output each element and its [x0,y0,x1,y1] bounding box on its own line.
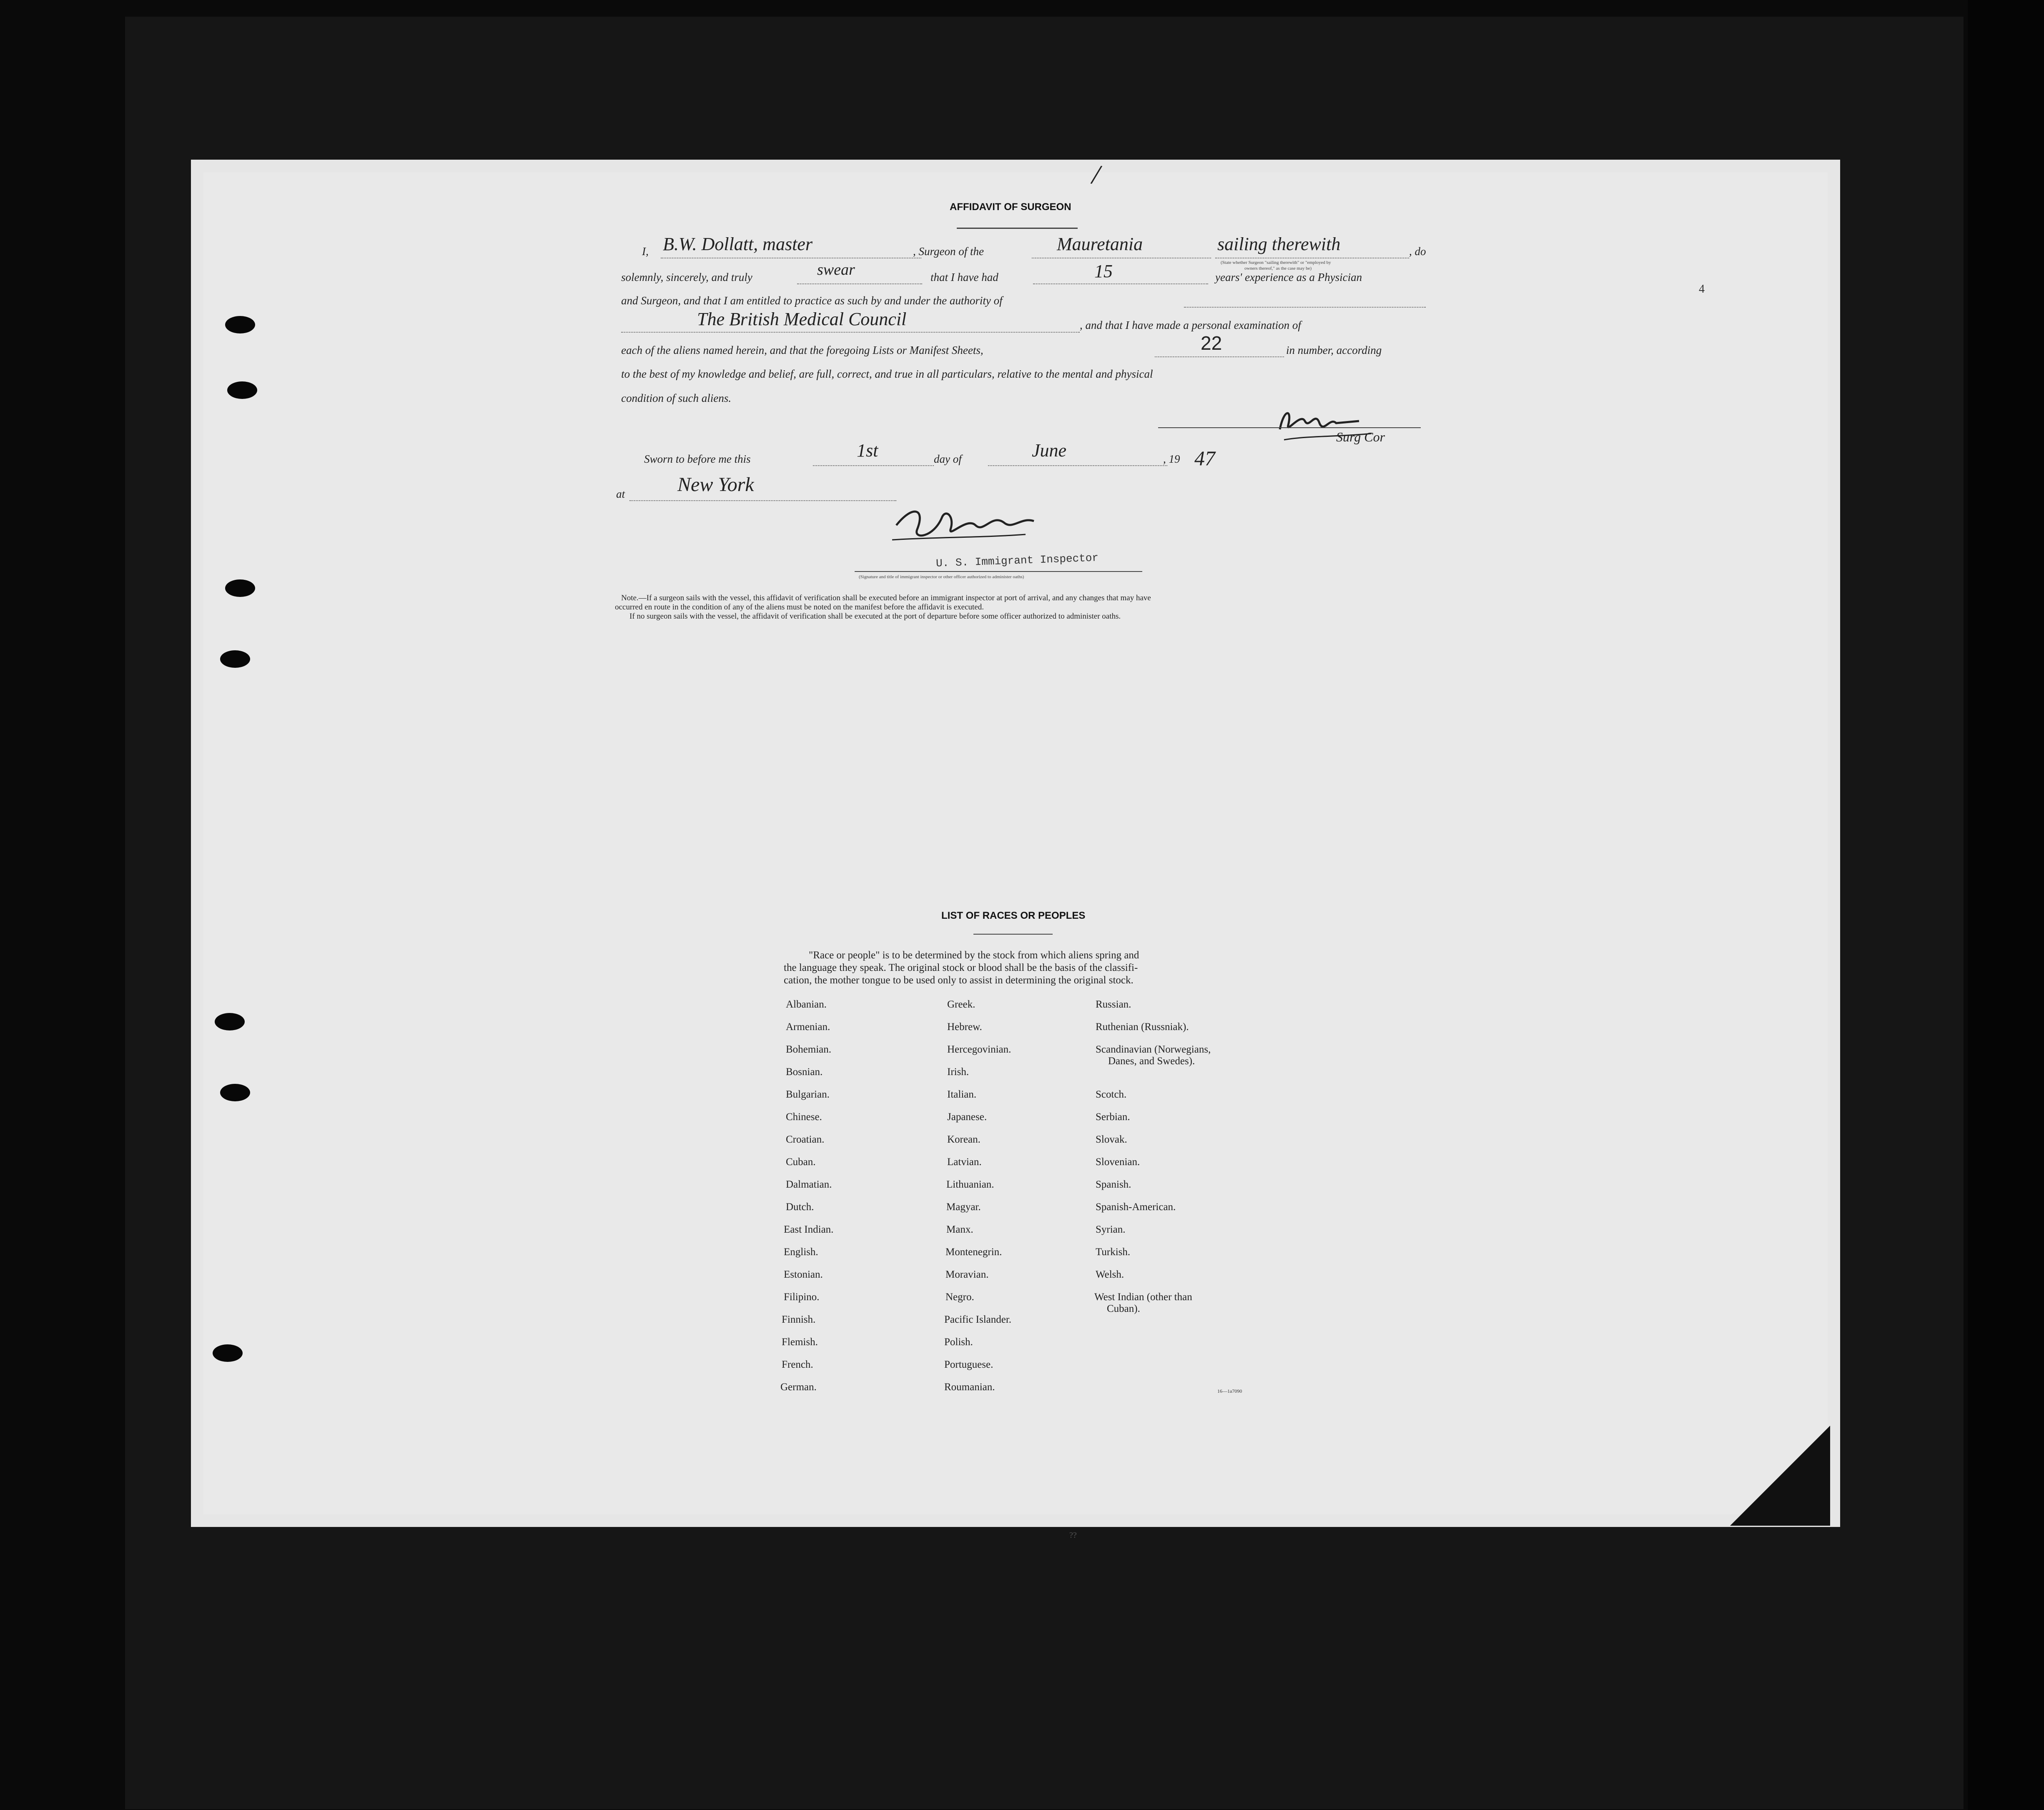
race-item: Dalmatian. [786,1179,832,1190]
race-item: Negro. [946,1291,974,1303]
race-item: Montenegrin. [946,1246,1002,1258]
experience-text: years' experience as a Physician [1215,271,1362,283]
race-item: Danes, and Swedes). [1108,1055,1195,1067]
races-intro-1: "Race or people" is to be determined by the stock from which aliens spring and [809,950,1139,961]
race-item: Spanish. [1096,1179,1131,1190]
page-number: 4 [1699,283,1705,296]
condition-text: condition of such aliens. [621,392,731,404]
sworn-year: 47 [1194,446,1215,470]
surgeon-of-text: , Surgeon of the [913,245,984,258]
race-item: Russian. [1096,999,1131,1010]
race-item: Albanian. [786,999,827,1010]
race-item: Welsh. [1096,1269,1124,1280]
punch-hole [225,316,255,333]
race-item: Chinese. [786,1111,822,1123]
surgeon-name: B.W. Dollatt, master [663,234,813,254]
race-item: Greek. [947,999,976,1010]
race-item: East Indian. [784,1224,834,1235]
race-item: Polish. [944,1336,973,1348]
swear-line [797,283,922,284]
day-of-text: day of [934,453,962,465]
note-line-1b: occurred en route in the condition of any of the aliens must be noted on the manifest before the affidavit is executed. [615,603,984,612]
knowledge-text: to the best of my knowledge and belief, are full, correct, and true in all particulars, relative to the mental and physical [621,368,1153,380]
do-text: , do [1409,245,1426,258]
race-item: Irish. [947,1066,969,1078]
race-item: Flemish. [782,1336,818,1348]
sworn-month: June [1032,440,1067,461]
race-item: Estonian. [784,1269,823,1280]
authority-text: and Surgeon, and that I am entitled to practice as such by and under the authority of [621,294,1003,307]
years-experience: 15 [1094,261,1113,281]
inspector-title-stamp: U. S. Immigrant Inspector [935,552,1099,570]
inspector-caption: (Signature and title of immigrant inspector or other officer authorized to administer oaths) [859,574,1024,579]
punch-hole [220,1084,250,1101]
race-item: Bosnian. [786,1066,823,1078]
surgeon-sign-line [1158,427,1421,428]
race-item: Portuguese. [944,1359,993,1370]
race-item: Hercegovinian. [947,1044,1011,1055]
sailing-status: sailing therewith [1217,234,1341,254]
race-item: Serbian. [1096,1111,1130,1123]
race-item: Roumanian. [944,1381,995,1393]
note-line-1a: Note.—If a surgeon sails with the vessel, this affidavit of verification shall be executed before an immigrant inspector at port of arrival, and any changes that may have [621,594,1151,602]
pencil-mark: / [1089,158,1104,192]
race-item: French. [782,1359,813,1370]
race-item: English. [784,1246,818,1258]
sworn-text: Sworn to before me this [644,453,751,465]
race-item: Italian. [947,1089,977,1100]
film-edge [1968,0,2044,1810]
at-label: at [616,488,625,500]
race-item: Scandinavian (Norwegians, [1096,1044,1211,1055]
race-item: Spanish-American. [1096,1201,1176,1213]
race-item: German. [780,1381,817,1393]
race-item: Bohemian. [786,1044,832,1055]
race-item: Dutch. [786,1201,814,1213]
place-line [630,500,896,501]
race-item: Cuban). [1107,1303,1140,1314]
affidavit-title: AFFIDAVIT OF SURGEON [950,201,1071,213]
race-item: Magyar. [946,1201,981,1213]
examination-text: , and that I have made a personal examination of [1080,319,1301,331]
race-item: Filipino. [784,1291,820,1303]
race-item: Bulgarian. [786,1089,830,1100]
race-item: Hebrew. [947,1021,982,1033]
sheets-line [1155,356,1284,357]
sailing-note-a: (State whether Surgeon "sailing therewith" or "employed by [1221,260,1331,265]
race-item: Turkish. [1096,1246,1131,1258]
inspector-signature [888,500,1080,546]
race-item: Slovenian. [1096,1156,1140,1168]
race-item: West Indian (other than [1094,1291,1192,1303]
race-item: Lithuanian. [946,1179,994,1190]
in-number-text: in number, according [1286,344,1382,356]
races-intro-2: the language they speak. The original stock or blood shall be the basis of the classifi- [784,962,1138,973]
sworn-place: New York [677,474,754,496]
film-bottom-mark: ?? [1069,1531,1077,1540]
licensing-authority: The British Medical Council [697,309,907,329]
solemnly-text: solemnly, sincerely, and truly [621,271,752,283]
race-item: Croatian. [786,1134,825,1145]
had-text: that I have had [930,271,998,283]
council-line [621,332,1080,333]
race-item: Slovak. [1096,1134,1127,1145]
punch-hole [225,579,255,597]
races-title: LIST OF RACES OR PEOPLES [941,910,1086,921]
race-item: Latvian. [947,1156,982,1168]
sworn-day: 1st [857,440,878,461]
race-item: Armenian. [786,1021,830,1033]
years-line [1033,283,1208,284]
year-prefix: , 19 [1163,453,1180,465]
aliens-text: each of the aliens named herein, and that the foregoing Lists or Manifest Sheets, [621,344,983,356]
race-item: Korean. [947,1134,981,1145]
races-title-rule [973,934,1053,935]
day-line [813,465,934,466]
month-line [988,465,1167,466]
race-item: Finnish. [782,1314,816,1325]
punch-hole [215,1013,245,1030]
oath-type: swear [817,261,855,278]
race-item: Japanese. [947,1111,987,1123]
race-item: Syrian. [1096,1224,1126,1235]
punch-hole [213,1344,243,1362]
race-item: Scotch. [1096,1089,1127,1100]
race-item: Moravian. [946,1269,989,1280]
races-intro-3: cation, the mother tongue to be used only to assist in determining the original stock. [784,975,1134,986]
sheet-count: 22 [1201,332,1222,354]
affidavit-i: I, [642,245,649,258]
race-item: Cuban. [786,1156,816,1168]
title-rule [957,228,1078,229]
race-item: Manx. [946,1224,973,1235]
form-code: 16—1a7090 [1217,1388,1242,1394]
ship-name: Mauretania [1057,234,1143,254]
surgeon-title: Surg Cor [1336,429,1385,444]
sailing-note-b: owners thereof," as the case may be) [1244,266,1312,271]
race-item: Pacific Islander. [944,1314,1012,1325]
punch-hole [220,650,250,668]
authority-line [1184,307,1426,308]
inspector-sign-line [855,571,1142,572]
race-item: Ruthenian (Russniak). [1096,1021,1189,1033]
manifest-sheet [191,160,1840,1527]
note-line-2: If no surgeon sails with the vessel, the affidavit of verification shall be executed at the port of departure before some officer authorized to administer oaths. [630,612,1121,621]
page-curl [1730,1426,1830,1526]
punch-hole [227,381,257,399]
